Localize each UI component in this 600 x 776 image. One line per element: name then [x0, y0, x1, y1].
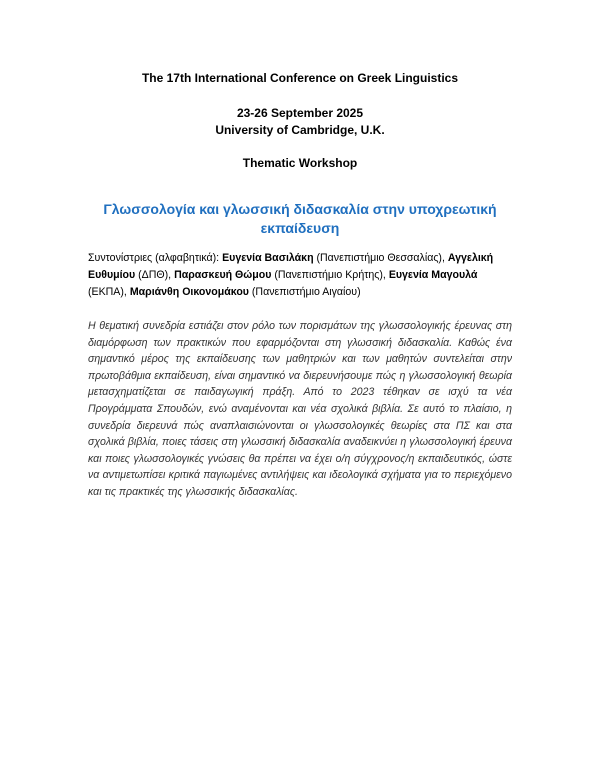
coordinators-label: Συντονίστριες (αλφαβητικά):	[88, 252, 220, 264]
conference-venue: University of Cambridge, U.K.	[215, 123, 385, 137]
coordinator-affiliation: (ΔΠΘ),	[138, 269, 172, 281]
coordinators-paragraph	[88, 250, 514, 301]
abstract-paragraph: Η θεματική συνεδρία εστιάζει στον ρόλο των πορισμάτων της γλωσσολογικής έρευνας στη διαμόρφωση των πρακτικών που εφαρμόζονται στη γλωσσική διδασκαλία. Καθώς ένα σημαντικό μέρος της εκπαίδευσης των μαθητριών και των μαθητών συντελείται στην πρωτοβάθμια εκπαίδευση, είναι σημαντικό να διερευνήσουμε πώς η γλωσσολογική θεωρία μετασχηματίζεται σε παιδαγωγική πράξη. Από το 2023 τέθηκαν σε ισχύ τα νέα Προγράμματα Σπουδών, ενώ αναμένονται και νέα σχολικά βιβλία. Σε αυτό το πλαίσιο, η συνεδρία διερευνά πώς αναπλαισιώνονται οι γλωσσολογικές θεωρίες στα ΠΣ και στα σχολικά βιβλία, ποιες τάσεις στη γλωσσική διδασκαλία αναδεικνύει η γλωσσολογική έρευνα και ποιες γλωσσολογικές γνώσεις θα πρέπει να έχει ο/η σύγχρονος/η εκπαιδευτικός, ώστε να αντιμετωπίσει κριτικά παγιωμένες αντιλήψεις και ιδεολογικά σχήματα για το περιεχόμενο και τις πρακτικές της γλωσσικής διδασκαλίας.	[88, 320, 512, 498]
workshop-title: Γλωσσολογία και γλωσσική διδασκαλία στην υποχρεωτική εκπαίδευση	[103, 201, 497, 236]
coordinator-affiliation: (Πανεπιστήμιο Κρήτης),	[274, 269, 386, 281]
coordinator-name: Μαριάνθη Οικονομάκου	[129, 286, 249, 298]
coordinator-name: Παρασκευή Θώμου	[174, 269, 272, 281]
coordinator-name: Ευγενία Μαγουλά	[388, 269, 478, 281]
conference-dates: 23-26 September 2025	[236, 106, 364, 120]
coordinator-affiliation: (ΕΚΠΑ),	[88, 286, 127, 298]
conference-title: The 17th International Conference on Greek Linguistics	[141, 71, 459, 85]
coordinator-name: Αγγελική Ευθυμίου	[88, 252, 494, 281]
coordinator-affiliation: (Πανεπιστήμιο Αιγαίου)	[251, 286, 361, 298]
event-type: Thematic Workshop	[242, 156, 358, 170]
coordinator-name: Ευγενία Βασιλάκη	[222, 252, 314, 264]
coordinator-affiliation: (Πανεπιστήμιο Θεσσαλίας),	[316, 252, 445, 264]
